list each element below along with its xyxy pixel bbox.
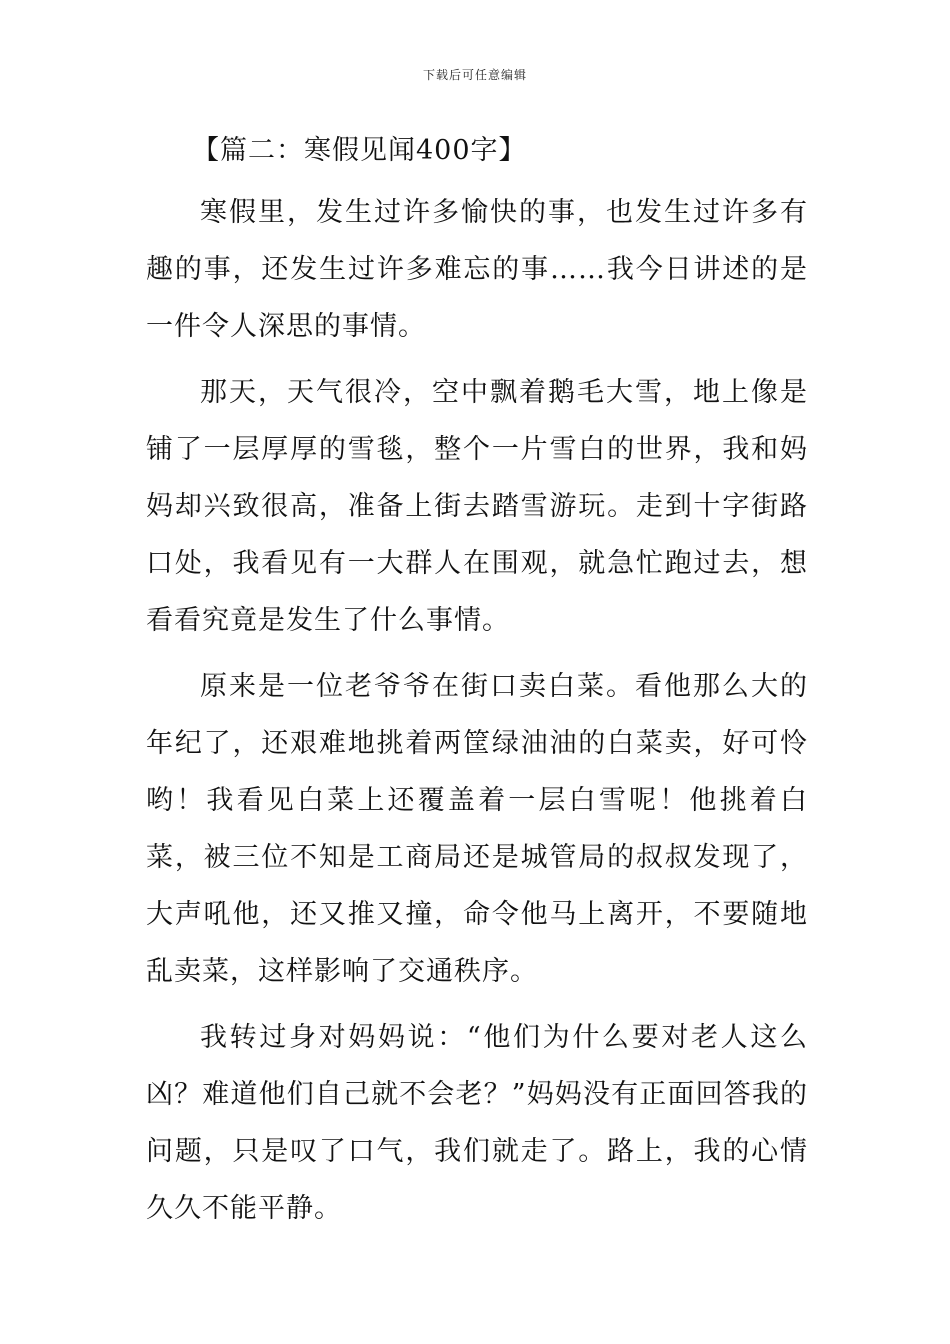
page-header-note: 下载后可任意编辑 xyxy=(422,68,527,82)
paragraph: 原来是一位老爷爷在街口卖白菜。看他那么大的年纪了，还艰难地挑着两筐绿油油的白菜卖，好可怜哟！我看见白菜上还覆盖着一层白雪呢！他挑着白菜，被三位不知是工商局还是城管局的叔叔发现了，大声吼他，还又推又撞，命令他马上离开，不要随地乱卖菜，这样影响了交通秩序。 xyxy=(146,671,808,987)
paragraph: 我转过身对妈妈说：“他们为什么要对老人这么凶？难道他们自己就不会老？”妈妈没有正面回答我的问题，只是叹了口气，我们就走了。路上，我的心情久久不能平静。 xyxy=(146,1022,808,1224)
paragraph: 那天，天气很冷，空中飘着鹅毛大雪，地上像是铺了一层厚厚的雪毯，整个一片雪白的世界，我和妈妈却兴致很高，准备上街去踏雪游玩。走到十字街路口处，我看见有一大群人在围观，就急忙跑过去，想看看究竟是发生了什么事情。 xyxy=(146,377,808,636)
document-body xyxy=(146,127,808,1246)
paragraph: 寒假里，发生过许多愉快的事，也发生过许多有趣的事，还发生过许多难忘的事……我今日讲述的是一件令人深思的事情。 xyxy=(146,197,808,342)
document-title: 【篇二：寒假见闻400字】 xyxy=(192,135,527,166)
